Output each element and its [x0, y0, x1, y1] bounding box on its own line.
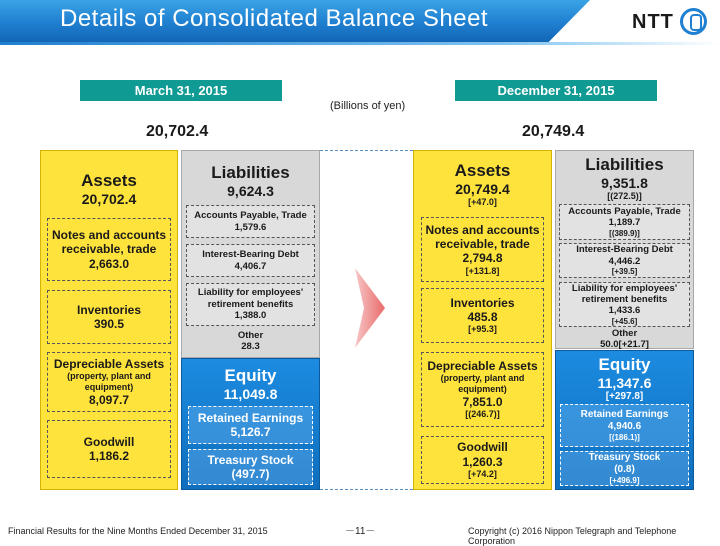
item-label: Depreciable Assets [53, 356, 165, 371]
left-treasury-box [188, 449, 313, 485]
item-sub: (property, plant and equipment) [440, 373, 525, 395]
equity-title: Equity [224, 366, 277, 385]
assets-title: Assets [81, 171, 137, 190]
item-label: Liability for employees' retirement benefits [197, 287, 304, 310]
left-depreciable-box [47, 352, 171, 412]
item-change: [+74.2] [468, 468, 497, 479]
item-label: Treasury Stock [207, 452, 294, 467]
item-label: Inventories [450, 295, 515, 310]
equity-title: Equity [598, 355, 651, 374]
assets-change: [+47.0] [468, 196, 497, 207]
assets-value: 20,749.4 [455, 180, 510, 197]
other-value: 50.0[+21.7] [600, 338, 649, 350]
date-tag-right: December 31, 2015 [455, 80, 657, 101]
item-value: 1,189.7 [608, 217, 641, 229]
item-label: Interest-Bearing Debt [202, 249, 299, 261]
item-change: [+39.5] [611, 267, 638, 277]
liabilities-title: Liabilities [211, 163, 290, 182]
item-value: 1,579.6 [234, 221, 267, 233]
item-label: Inventories [76, 302, 142, 317]
item-label: Retained Earnings [197, 410, 304, 425]
item-value: 390.5 [93, 317, 125, 331]
ntt-logo-icon [680, 8, 707, 35]
item-change: [(389.9)] [609, 228, 640, 238]
equity-value: 11,347.6 [597, 374, 652, 391]
liabilities-value: 9,624.3 [227, 182, 274, 199]
left-receivables-box [47, 218, 171, 281]
total-left: 20,702.4 [146, 123, 209, 140]
item-value: 4,406.7 [234, 260, 267, 272]
item-change: [(246.7)] [465, 409, 500, 420]
left-debt-box [186, 244, 315, 277]
other-label: Other [237, 330, 264, 341]
left-inventories-box [47, 290, 171, 344]
page-number: －11－ [345, 526, 376, 537]
item-sub: (property, plant and equipment) [67, 371, 151, 392]
item-label: Accounts Payable, Trade [194, 210, 307, 222]
item-label: Notes and accounts receivable, trade [51, 227, 167, 257]
date-tag-left: March 31, 2015 [80, 80, 282, 101]
item-value: 2,663.0 [88, 256, 130, 271]
item-value: 1,433.6 [608, 305, 641, 317]
item-label: Liability for employees' retirement benefits [571, 282, 678, 306]
item-label: Depreciable Assets [427, 358, 538, 373]
item-change: [+131.8] [465, 265, 500, 276]
item-value: (497.7) [231, 467, 270, 481]
right-goodwill-box [421, 436, 544, 484]
equity-value: 11,049.8 [223, 385, 278, 402]
left-retirement-box [186, 283, 315, 326]
item-value: 8,097.7 [88, 392, 130, 407]
item-change: [+496.9] [609, 475, 640, 485]
left-goodwill-box [47, 420, 171, 478]
item-value: (0.8) [614, 463, 635, 475]
page-title: Details of Consolidated Balance Sheet [60, 5, 489, 32]
footer-copyright: Copyright (c) 2016 Nippon Telegraph and Telephone Corporation [468, 526, 677, 546]
item-value: 1,186.2 [88, 449, 130, 463]
right-depreciable-box [421, 352, 544, 427]
item-value: 5,126.7 [230, 425, 271, 439]
item-label: Interest-Bearing Debt [576, 244, 673, 256]
total-right: 20,749.4 [522, 123, 585, 140]
liabilities-change: [(272.5)] [607, 190, 642, 201]
ntt-logo-text: NTT [632, 11, 674, 33]
left-payables-box [186, 205, 315, 238]
item-label: Accounts Payable, Trade [568, 205, 681, 217]
item-value: 7,851.0 [462, 394, 503, 409]
item-change: [(186.1)] [609, 432, 640, 442]
item-value: 485.8 [467, 310, 498, 325]
other-label: Other [611, 328, 638, 339]
assets-title: Assets [454, 161, 511, 180]
right-debt-box [559, 243, 690, 278]
item-value: 4,446.2 [608, 255, 641, 267]
right-retirement-box [559, 282, 690, 327]
unit-note: (Billions of yen) [330, 100, 406, 112]
item-value: 1,388.0 [234, 310, 267, 322]
right-payables-box [559, 204, 690, 240]
item-label: Goodwill [83, 434, 135, 449]
liabilities-value: 9,351.8 [601, 174, 648, 191]
liabilities-title: Liabilities [585, 155, 664, 174]
right-inventories-box [421, 288, 544, 343]
item-value: 4,940.6 [607, 420, 642, 432]
title-underline [0, 42, 720, 45]
item-label: Retained Earnings [580, 408, 669, 420]
right-receivables-box [421, 217, 544, 282]
assets-value: 20,702.4 [81, 190, 137, 207]
equity-change: [+297.8] [605, 390, 644, 402]
right-retained-box [560, 404, 689, 447]
item-label: Notes and accounts receivable, trade [425, 222, 540, 251]
left-retained-box [188, 406, 313, 444]
item-value: 2,794.8 [462, 251, 503, 266]
item-change: [+95.3] [468, 324, 497, 335]
item-value: 1,260.3 [462, 454, 503, 469]
right-treasury-box [560, 451, 689, 486]
item-label: Treasury Stock [588, 451, 661, 463]
item-label: Goodwill [457, 440, 508, 455]
footer-report-title: Financial Results for the Nine Months Ended December 31, 2015 [8, 526, 268, 536]
other-value: 28.3 [241, 340, 260, 352]
item-change: [+45.6] [611, 316, 638, 326]
